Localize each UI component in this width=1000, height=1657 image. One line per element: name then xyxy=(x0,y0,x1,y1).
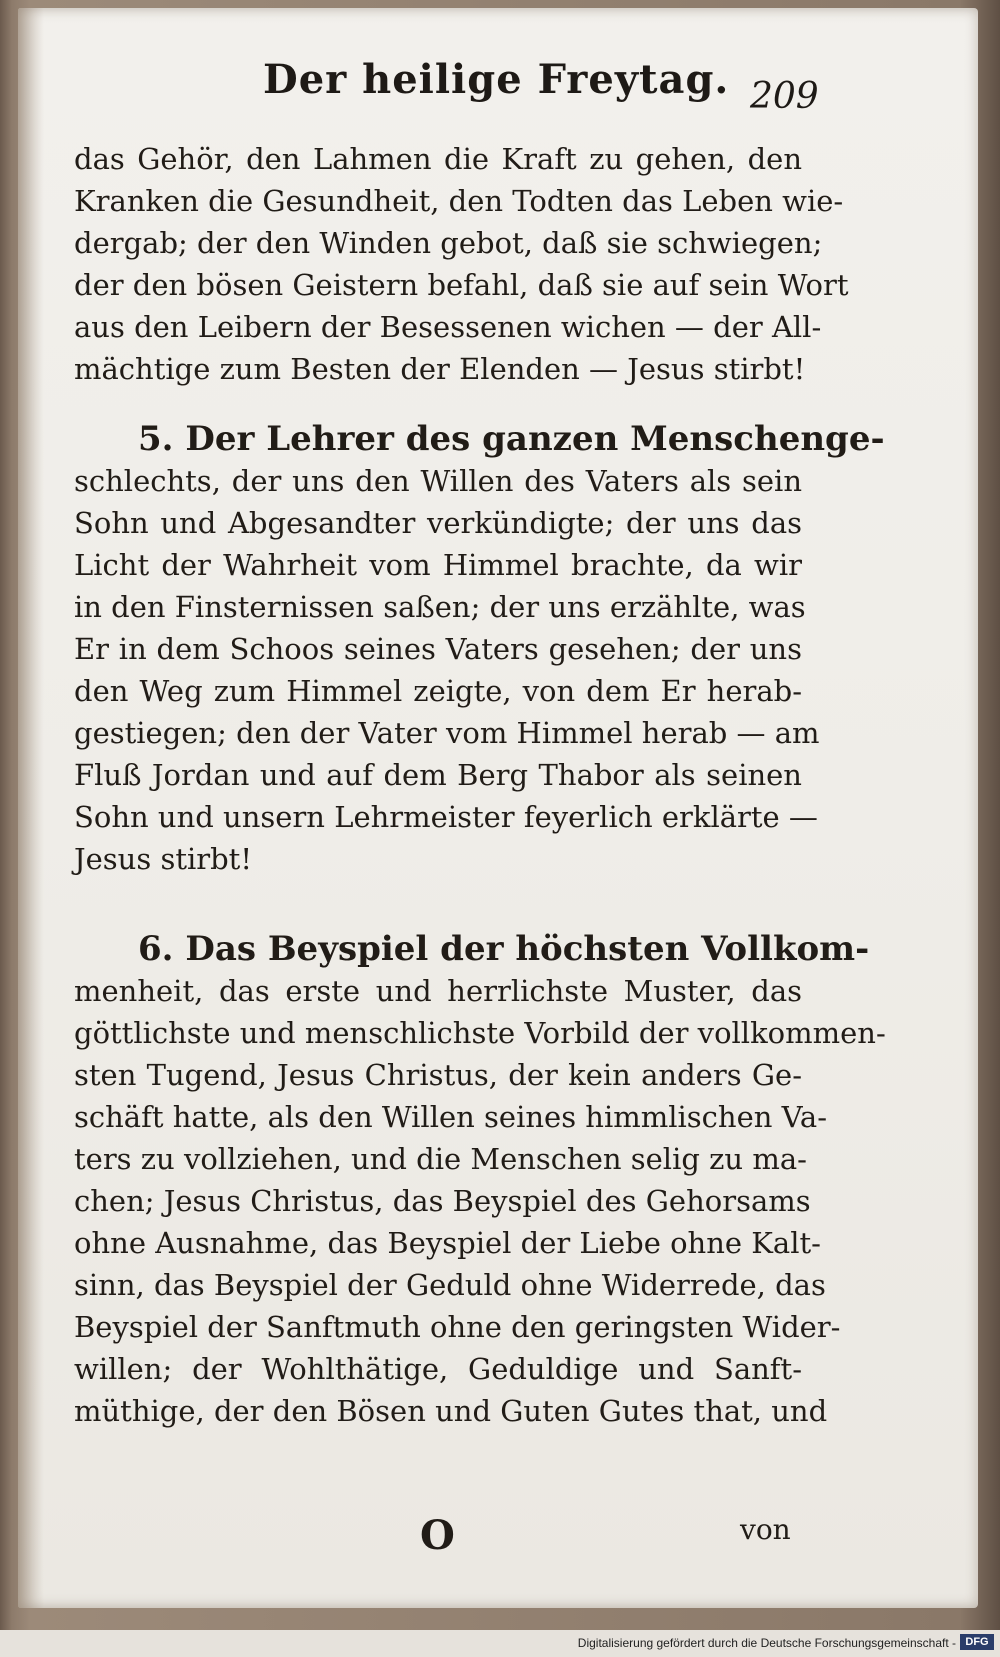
text-line: willen; der Wohlthätige, Geduldige und Sanft- xyxy=(74,1352,802,1386)
text-line: mächtige zum Besten der Elenden — Jesus stirbt! xyxy=(74,352,806,386)
signature-mark: O xyxy=(420,1512,455,1559)
text-line: gestiegen; den der Vater vom Himmel herab — am xyxy=(74,716,820,750)
text-line: Jesus stirbt! xyxy=(74,842,252,876)
text-line: den Weg zum Himmel zeigte, von dem Er herab- xyxy=(74,674,802,708)
text-line: aus den Leibern der Besessenen wichen — der All- xyxy=(74,310,822,344)
text-line: ohne Ausnahme, das Beyspiel der Liebe ohne Kalt- xyxy=(74,1226,821,1260)
text-line: der den bösen Geistern befahl, daß sie auf sein Wort xyxy=(74,268,849,302)
text-line: schäft hatte, als den Willen seines himmlischen Va- xyxy=(74,1100,828,1134)
catchword: von xyxy=(740,1513,791,1546)
text-line: Sohn und unsern Lehrmeister feyerlich erklärte — xyxy=(74,800,818,834)
text-line: schlechts, der uns den Willen des Vaters als sein xyxy=(74,464,802,498)
dfg-logo: DFG xyxy=(960,1634,994,1650)
text-line: chen; Jesus Christus, das Beyspiel des Gehorsams xyxy=(74,1184,811,1218)
text-line: menheit, das erste und herrlichste Muster, das xyxy=(74,974,802,1008)
footer-credit: Digitalisierung gefördert durch die Deutsche Forschungsgemeinschaft - xyxy=(577,1636,956,1650)
book-page xyxy=(18,8,978,1608)
text-line: dergab; der den Winden gebot, daß sie schwiegen; xyxy=(74,226,823,260)
text-line: in den Finsternissen saßen; der uns erzählte, was xyxy=(74,590,806,624)
text-line: Licht der Wahrheit vom Himmel brachte, da wir xyxy=(74,548,802,582)
text-line: göttlichste und menschlichste Vorbild der vollkommen- xyxy=(74,1016,886,1050)
paragraph-6 xyxy=(74,928,886,1432)
text-line: Sohn und Abgesandter verkündigte; der uns das xyxy=(74,506,802,540)
paragraph-5 xyxy=(74,418,885,880)
text-line: müthige, der den Bösen und Guten Gutes that, und xyxy=(74,1394,828,1428)
text-line: das Gehör, den Lahmen die Kraft zu gehen, den xyxy=(74,142,802,176)
text-line: Fluß Jordan und auf dem Berg Thabor als seinen xyxy=(74,758,802,792)
paragraph-5-heading: 5. Der Lehrer des ganzen Menschenge- xyxy=(138,419,885,459)
text-line: sinn, das Beyspiel der Geduld ohne Widerrede, das xyxy=(74,1268,826,1302)
text-line: sten Tugend, Jesus Christus, der kein anders Ge- xyxy=(74,1058,802,1092)
text-line: Kranken die Gesundheit, den Todten das Leben wie- xyxy=(74,184,844,218)
paragraph-continuation xyxy=(74,138,849,390)
running-title: Der heilige Freytag. xyxy=(263,56,730,103)
text-line: Er in dem Schoos seines Vaters gesehen; der uns xyxy=(74,632,802,666)
text-line: ters zu vollziehen, und die Menschen selig zu ma- xyxy=(74,1142,807,1176)
running-head xyxy=(18,56,978,116)
text-line: Beyspiel der Sanftmuth ohne den geringsten Wider- xyxy=(74,1310,841,1344)
page-gutter-shadow xyxy=(18,8,44,1608)
paragraph-6-heading: 6. Das Beyspiel der höchsten Vollkom- xyxy=(138,929,870,969)
page-number: 209 xyxy=(750,76,819,117)
